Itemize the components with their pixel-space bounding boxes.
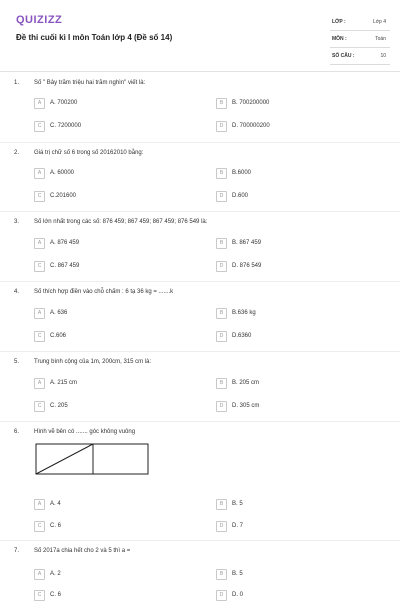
option-letter: C — [34, 121, 45, 132]
option-letter: A — [34, 378, 45, 389]
meta-table — [330, 14, 390, 65]
option-text: C. 867 459 — [50, 263, 80, 269]
option-text: A. 60000 — [50, 170, 75, 176]
option-letter: C — [34, 191, 45, 202]
header-divider — [0, 71, 400, 72]
option-text: D. 7 — [232, 523, 244, 529]
option-letter: D — [216, 521, 227, 532]
option-text: D.6360 — [232, 333, 252, 339]
option-text: D.600 — [232, 193, 249, 199]
option-letter: B — [216, 238, 227, 249]
question-number: 6. — [14, 429, 20, 435]
meta-row-subject — [330, 31, 390, 48]
option-text: A. 700200 — [50, 100, 78, 106]
meta-row-class — [330, 14, 390, 31]
option-text: C.201600 — [50, 193, 77, 199]
option-letter: D — [216, 331, 227, 342]
option-text: B. 205 cm — [232, 380, 260, 386]
option-letter: D — [216, 191, 227, 202]
option-text: A. 2 — [50, 571, 61, 577]
question-divider — [0, 142, 400, 143]
option-text: A. 215 cm — [50, 380, 78, 386]
option-letter: B — [216, 569, 227, 580]
figure-diagonal-line — [36, 444, 93, 474]
meta-value: Toán — [375, 36, 386, 42]
option-letter: C — [34, 521, 45, 532]
option-text: A. 876 459 — [50, 240, 80, 246]
question-text: Hình vẽ bên có ....... góc không vuông — [34, 429, 136, 435]
option-text: D. 700000200 — [232, 123, 270, 129]
option-letter: B — [216, 98, 227, 109]
option-letter: C — [34, 261, 45, 272]
option-letter: B — [216, 499, 227, 510]
option-letter: D — [216, 121, 227, 132]
option-letter: B — [216, 378, 227, 389]
question-number: 4. — [14, 289, 20, 295]
meta-label: LỚP : — [332, 19, 346, 25]
meta-label: MÔN : — [332, 36, 347, 42]
question-text: Số 2017a chia hết cho 2 và 5 thì a = — [34, 548, 131, 554]
option-letter: C — [34, 331, 45, 342]
option-text: C. 6 — [50, 523, 62, 529]
question-text: Số lớn nhất trong các số: 876 459; 867 459; 867 459; 876 549 là: — [34, 219, 208, 225]
figure-outer-rectangle — [36, 444, 148, 474]
worksheet-title: Đề thi cuối kì I môn Toán lớp 4 (Đề số 14) — [16, 33, 173, 42]
quizizz-logo: QUIZIZZ — [16, 14, 63, 26]
option-text: B. 5 — [232, 501, 243, 507]
question-number: 5. — [14, 359, 20, 365]
question-text: Số " Bảy trăm triệu hai trăm nghìn" viết là: — [34, 80, 146, 86]
option-letter: D — [216, 261, 227, 272]
question-text: Số thích hợp điền vào chỗ chấm : 6 tạ 36 kg = .......k — [34, 289, 174, 295]
option-letter: A — [34, 499, 45, 510]
option-text: D. 876 549 — [232, 263, 262, 269]
option-letter: B — [216, 308, 227, 319]
option-text: B. 5 — [232, 571, 243, 577]
option-text: B. 867 459 — [232, 240, 262, 246]
question-number: 7. — [14, 548, 20, 554]
option-text: C.606 — [50, 333, 67, 339]
question-number: 3. — [14, 219, 20, 225]
option-letter: C — [34, 401, 45, 412]
option-text: B. 700200000 — [232, 100, 270, 106]
question-number: 2. — [14, 150, 20, 156]
option-text: A. 4 — [50, 501, 61, 507]
question-divider — [0, 351, 400, 352]
meta-label: SỐ CÂU : — [332, 53, 355, 59]
worksheet-header — [0, 0, 400, 72]
option-text: D. 305 cm — [232, 403, 260, 409]
option-letter: D — [216, 401, 227, 412]
option-letter: A — [34, 168, 45, 179]
question-number: 1. — [14, 80, 20, 86]
question-divider — [0, 540, 400, 541]
option-text: C. 205 — [50, 403, 68, 409]
option-text: B.6000 — [232, 170, 252, 176]
meta-row-question-count — [330, 48, 390, 65]
option-text: B.636 kg — [232, 310, 256, 316]
meta-value: Lớp 4 — [372, 19, 386, 25]
option-letter: C — [34, 590, 45, 601]
option-text: A. 636 — [50, 310, 68, 316]
option-text: D. 0 — [232, 592, 244, 598]
option-letter: D — [216, 590, 227, 601]
option-letter: A — [34, 238, 45, 249]
option-text: C. 6 — [50, 592, 62, 598]
option-text: C. 7200000 — [50, 123, 82, 129]
question-divider — [0, 211, 400, 212]
question-text: Giá trị chữ số 6 trong số 20162010 bằng: — [34, 150, 144, 156]
option-letter: A — [34, 98, 45, 109]
option-letter: B — [216, 168, 227, 179]
geometry-figure — [35, 443, 149, 475]
question-text: Trung bình cộng của 1m, 200cm, 315 cm là: — [34, 359, 152, 365]
question-divider — [0, 421, 400, 422]
meta-value: 10 — [380, 53, 386, 59]
option-letter: A — [34, 569, 45, 580]
question-divider — [0, 281, 400, 282]
option-letter: A — [34, 308, 45, 319]
